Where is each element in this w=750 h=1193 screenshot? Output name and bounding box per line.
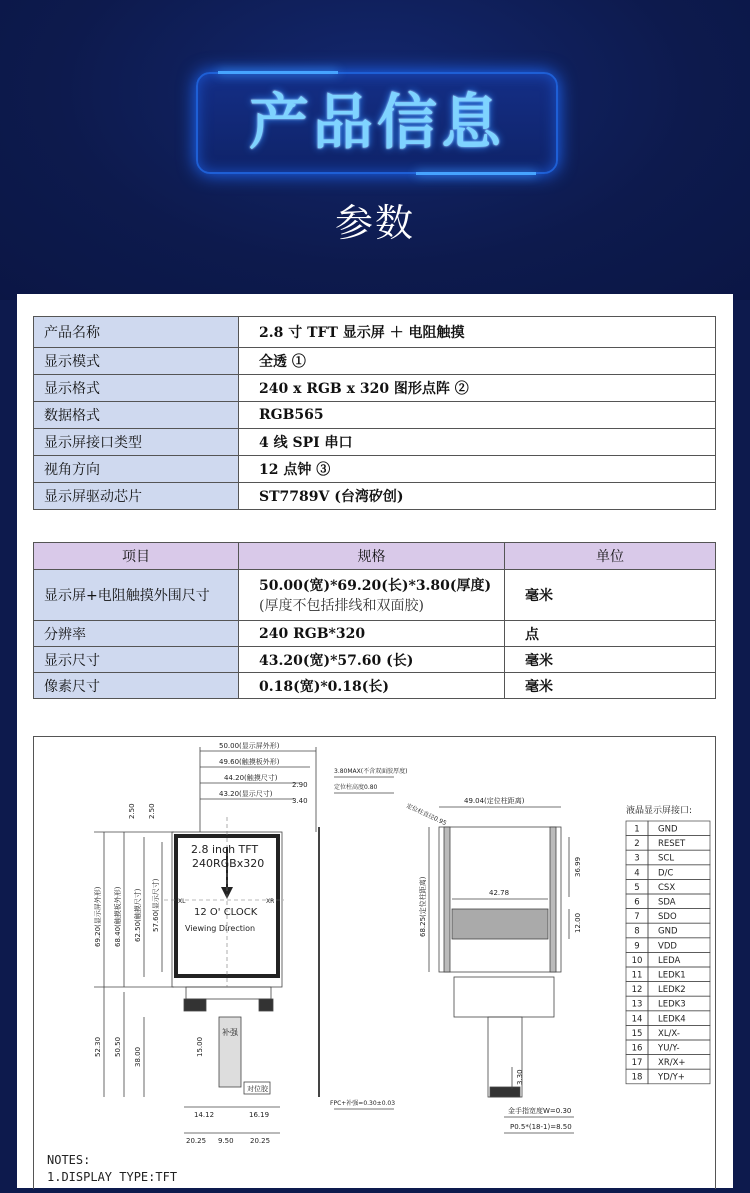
table-row <box>34 570 716 621</box>
row-unit: 点 <box>505 621 716 647</box>
col-header-unit: 单位 <box>505 543 716 570</box>
table-row <box>34 673 716 699</box>
pin-number: 15 <box>631 1028 643 1039</box>
row-value: 240 RGB*320 <box>239 621 505 647</box>
pin-number: 13 <box>631 999 643 1010</box>
dim-3800: 38.00 <box>134 1046 142 1067</box>
dim-pos-height: 定位柱高度0.80 <box>334 784 378 791</box>
table-row <box>34 483 716 510</box>
row-value: 2.8 寸 TFT 显示屏 ＋ 电阻触摸 <box>239 317 716 348</box>
header-banner <box>0 0 750 300</box>
pin-signal: LEDK1 <box>658 970 686 981</box>
lcd-text-size: 2.8 inch TFT <box>191 843 259 856</box>
row-value: 全透 ① <box>239 348 716 375</box>
dim-4320: 43.20(显示尺寸) <box>219 790 273 798</box>
basic-spec-table <box>33 316 716 510</box>
row-key: 视角方向 <box>34 456 239 483</box>
pin-number: 14 <box>631 1014 643 1025</box>
row-value-main: 50.00(宽)*69.20(长)*3.80(厚度) <box>259 578 492 594</box>
dim-1500: 15.00 <box>196 1036 204 1057</box>
pin-signal: XL/X- <box>658 1028 680 1039</box>
dimension-spec-table <box>33 542 716 699</box>
title-frame <box>196 72 558 174</box>
pin-number: 18 <box>631 1072 643 1083</box>
pin-signal: XR/X+ <box>658 1058 686 1069</box>
notes-line: 1.DISPLAY TYPE:TFT <box>47 1170 178 1184</box>
row-value: 4 线 SPI 串口 <box>239 429 716 456</box>
row-unit: 毫米 <box>505 647 716 673</box>
spec-card <box>17 294 733 1188</box>
row-key: 显示模式 <box>34 348 239 375</box>
pin-signal: LEDA <box>658 955 681 966</box>
row-key: 分辨率 <box>34 621 239 647</box>
col-header-spec: 规格 <box>239 543 505 570</box>
pin-number: 4 <box>634 868 640 879</box>
dim-3699: 36.99 <box>574 856 582 877</box>
pin-signal: CSX <box>658 882 676 893</box>
fpc-mark: 补强 <box>222 1028 238 1037</box>
dim-2025b: 20.25 <box>250 1137 271 1145</box>
row-unit: 毫米 <box>505 673 716 699</box>
dim-250b: 2.50 <box>148 803 156 819</box>
lcd-text-view: Viewing Direction <box>185 924 256 933</box>
row-key: 数据格式 <box>34 402 239 429</box>
dim-5760: 57.60(显示尺寸) <box>152 878 160 932</box>
row-key: 显示屏接口类型 <box>34 429 239 456</box>
dim-pos-dia: 定位柱直径0.95 <box>405 802 448 828</box>
pin-signal: D/C <box>658 868 674 879</box>
pin-signal: SDO <box>658 912 677 923</box>
fpc-pad-right <box>259 999 273 1011</box>
col-header-item: 项目 <box>34 543 239 570</box>
lcd-text-res: 240RGBx320 <box>192 857 265 870</box>
drawing-svg <box>34 737 715 1189</box>
pin-signal: LEDK4 <box>658 1014 686 1025</box>
pin-number: 9 <box>634 941 640 952</box>
pin-number: 2 <box>634 839 640 850</box>
row-value: RGB565 <box>239 402 716 429</box>
pin-table-title: 液晶显示屏接口: <box>626 806 693 816</box>
table-row <box>34 402 716 429</box>
dim-5230: 52.30 <box>94 1036 102 1057</box>
table-row <box>34 456 716 483</box>
notes-title: NOTES: <box>47 1153 91 1167</box>
pin-number: 1 <box>634 824 640 835</box>
dim-340: 3.40 <box>292 797 308 805</box>
pin-signal: LEDK2 <box>658 985 686 996</box>
dim-50: 50.00(显示屏外形) <box>219 742 280 750</box>
dim-6920: 69.20(显示屏外形) <box>94 886 102 947</box>
row-value <box>239 570 505 621</box>
dim-950: 9.50 <box>218 1137 234 1145</box>
row-key: 产品名称 <box>34 317 239 348</box>
lcd-xl: XL <box>178 898 186 905</box>
back-outline <box>439 827 561 972</box>
dim-330: 3.30 <box>516 1069 524 1085</box>
table-row <box>34 621 716 647</box>
dim-6250: 62.50(触摸尺寸) <box>134 888 142 942</box>
row-key: 显示屏驱动芯片 <box>34 483 239 510</box>
dim-thick: 3.80MAX(不含双面胶厚度) <box>334 768 408 775</box>
pin-number: 5 <box>634 882 640 893</box>
table-row <box>34 375 716 402</box>
pin-number: 7 <box>634 912 640 923</box>
notes <box>47 1152 177 1186</box>
row-key: 像素尺寸 <box>34 673 239 699</box>
row-value: 240 x RGB x 320 图形点阵 ② <box>239 375 716 402</box>
dim-4960: 49.60(触摸板外形) <box>219 758 280 766</box>
pin-signal: YU/Y- <box>658 1043 680 1054</box>
pin-signal: SDA <box>658 897 676 908</box>
pin-number: 10 <box>631 955 643 966</box>
dim-pitch: P0.5*(18-1)=8.50 <box>510 1123 572 1131</box>
pin-number: 12 <box>631 985 643 996</box>
pin-number: 11 <box>631 970 643 981</box>
lcd-text-clock: 12 O' CLOCK <box>194 907 258 918</box>
dim-1200: 12.00 <box>574 912 582 933</box>
pin-signal: GND <box>658 926 678 937</box>
pin-signal: VDD <box>658 941 677 952</box>
dim-290: 2.90 <box>292 781 308 789</box>
pin-number: 8 <box>634 926 640 937</box>
dim-5050: 50.50 <box>114 1036 122 1057</box>
dim-2025a: 20.25 <box>186 1137 207 1145</box>
row-key: 显示尺寸 <box>34 647 239 673</box>
pin-signal: LEDK3 <box>658 999 686 1010</box>
dim-gold: 金手指宽度W=0.30 <box>508 1107 572 1115</box>
row-key: 显示屏+电阻触摸外围尺寸 <box>34 570 239 621</box>
mechanical-drawing <box>33 736 716 1189</box>
row-unit: 毫米 <box>505 570 716 621</box>
dim-6825: 68.25(定位柱距离) <box>419 876 427 937</box>
dim-6840: 68.40(触摸板外形) <box>114 886 122 947</box>
row-value: ST7789V (台湾矽创) <box>239 483 716 510</box>
row-value-note: (厚度不包括排线和双面胶) <box>259 598 424 614</box>
table-row <box>34 317 716 348</box>
sticker-text: 对位胶 <box>247 1085 268 1093</box>
lcd-xr: XR <box>266 898 275 905</box>
pin-signal: RESET <box>658 839 686 850</box>
dim-4904: 49.04(定位柱距离) <box>464 797 525 805</box>
pin-signal: YD/Y+ <box>658 1072 685 1083</box>
pin-table <box>626 821 710 1084</box>
table-row <box>34 647 716 673</box>
pin-signal: GND <box>658 824 678 835</box>
pin-number: 16 <box>631 1043 643 1054</box>
row-value: 12 点钟 ③ <box>239 456 716 483</box>
row-value: 43.20(宽)*57.60 (长) <box>239 647 505 673</box>
table-row <box>34 429 716 456</box>
pin-number: 3 <box>634 853 640 864</box>
row-key: 显示格式 <box>34 375 239 402</box>
pin-number: 6 <box>634 897 640 908</box>
dim-1412: 14.12 <box>194 1111 215 1119</box>
table-row <box>34 348 716 375</box>
page-title: 产品信息 <box>249 88 505 158</box>
dim-1619: 16.19 <box>249 1111 270 1119</box>
fpc-pad-left <box>184 999 206 1011</box>
dim-250a: 2.50 <box>128 803 136 819</box>
pin-number: 17 <box>631 1058 643 1069</box>
row-value: 0.18(宽)*0.18(长) <box>239 673 505 699</box>
page-subtitle: 参数 <box>334 201 415 245</box>
dim-4278: 42.78 <box>489 889 510 897</box>
fpc-top <box>186 987 271 999</box>
dim-fpc: FPC+补强=0.30±0.03 <box>330 1100 396 1107</box>
pin-signal: SCL <box>658 853 675 864</box>
back-band <box>452 909 548 939</box>
dim-4420: 44.20(触摸尺寸) <box>224 774 278 782</box>
